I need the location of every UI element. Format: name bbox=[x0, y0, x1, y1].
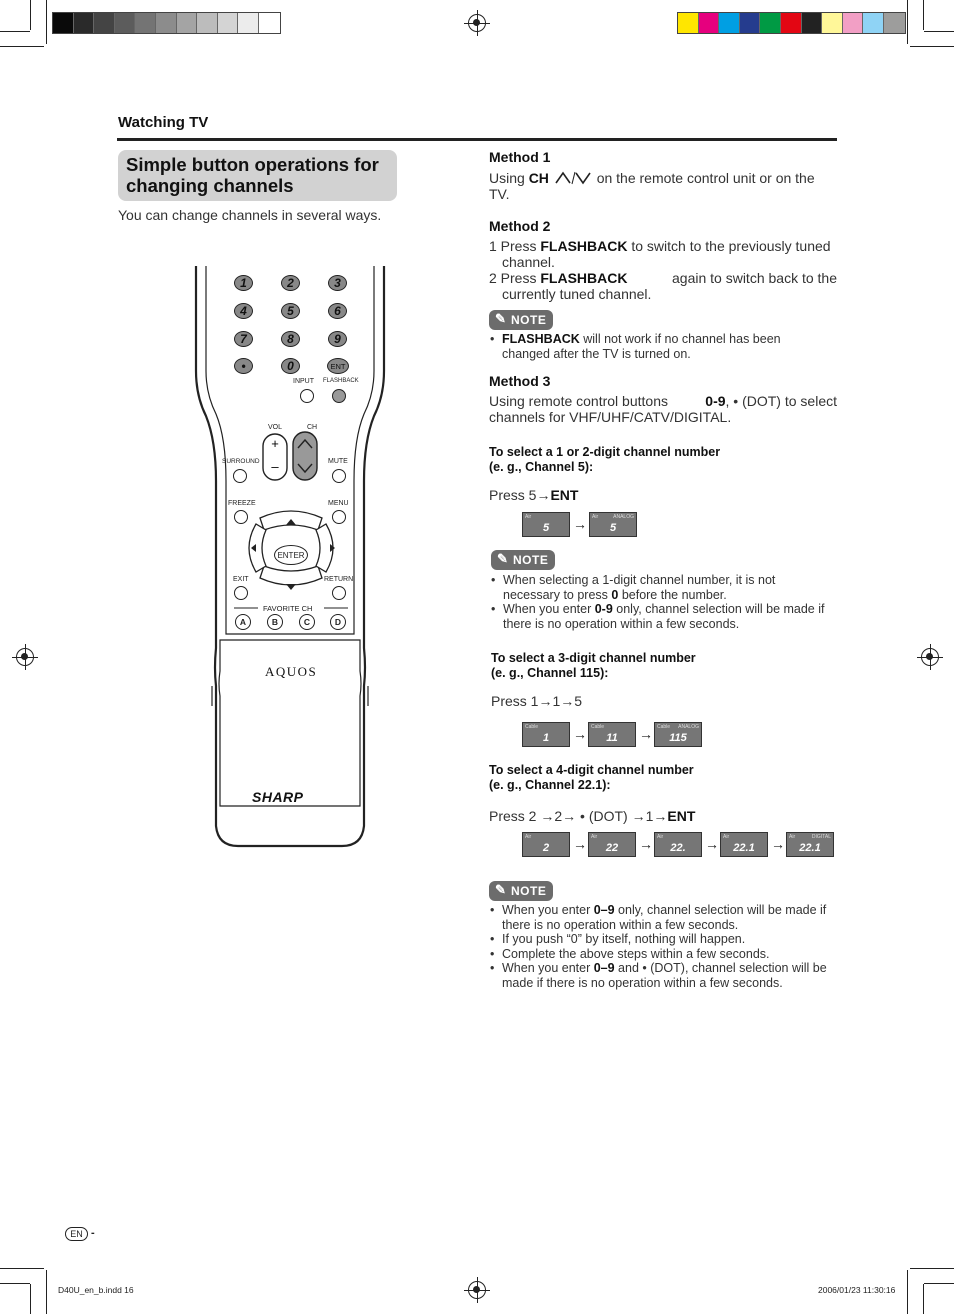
channel-osd-display bbox=[522, 722, 570, 747]
favorite-button-b[interactable]: B bbox=[267, 614, 283, 630]
section-rule bbox=[117, 138, 837, 141]
crop-mark-tr-h bbox=[924, 31, 954, 32]
return-button[interactable] bbox=[332, 586, 346, 600]
color-swatch bbox=[74, 13, 95, 33]
remote-key-4[interactable]: 4 bbox=[234, 303, 253, 319]
exit-button[interactable] bbox=[234, 586, 248, 600]
crop-mark-tl-h bbox=[0, 31, 30, 32]
remote-key-8[interactable]: 8 bbox=[281, 331, 300, 347]
channel-osd-display bbox=[522, 832, 570, 857]
note1-text: will not work if no channel has been bbox=[579, 332, 781, 346]
remote-key-dot[interactable]: • bbox=[234, 358, 253, 374]
color-swatch bbox=[259, 13, 280, 33]
color-swatch bbox=[760, 13, 781, 33]
color-swatch bbox=[156, 13, 177, 33]
remote-key-3[interactable]: 3 bbox=[328, 275, 347, 291]
menu-label: MENU bbox=[328, 500, 349, 507]
remote-key-2[interactable]: 2 bbox=[281, 275, 300, 291]
remote-key-0[interactable]: 0 bbox=[281, 358, 300, 374]
crop-mark-br-h2 bbox=[924, 1283, 954, 1284]
step1-number: 1 Press bbox=[489, 238, 541, 254]
sequence-arrow-icon: → bbox=[573, 836, 587, 852]
crop-mark-bl-h2 bbox=[0, 1283, 30, 1284]
note2-b1-a: When selecting a 1-digit channel number, it is not bbox=[503, 573, 776, 587]
step2-number: 2 Press bbox=[489, 270, 541, 286]
method1-heading: Method 1 bbox=[489, 149, 551, 165]
sequence-arrow-icon: → bbox=[573, 726, 587, 742]
note3-b1-a: When you enter bbox=[502, 903, 594, 917]
osd-mode-label: ANALOG bbox=[613, 514, 634, 520]
osd-mode-label: ANALOG bbox=[678, 724, 699, 730]
step2-key: FLASHBACK bbox=[540, 270, 628, 286]
remote-key-1[interactable]: 1 bbox=[234, 275, 253, 291]
note3-bullets bbox=[489, 903, 837, 990]
flashback-label: FLASHBACK bbox=[323, 378, 359, 384]
note3-bullet-1 bbox=[489, 903, 837, 932]
note2-bullet-2 bbox=[490, 602, 838, 631]
note2-bullet-1 bbox=[490, 573, 838, 602]
osd-channel-value: 2 bbox=[542, 842, 550, 854]
color-swatch bbox=[678, 13, 699, 33]
color-swatch bbox=[115, 13, 136, 33]
crop-mark-tr-h2 bbox=[910, 46, 954, 47]
note3-bullet-2: • If you push “0” by itself, nothing will happen. bbox=[489, 932, 837, 947]
note2-b2-key: 0-9 bbox=[594, 602, 613, 616]
color-swatch bbox=[884, 13, 905, 33]
channel-osd-display bbox=[589, 512, 637, 537]
channel-rocker[interactable] bbox=[293, 432, 317, 480]
surround-label: SURROUND bbox=[222, 458, 260, 465]
ex1-heading2: (e. g., Channel 5): bbox=[489, 460, 594, 474]
remote-key-5[interactable]: 5 bbox=[281, 303, 300, 319]
method3-line1-a: Using remote control buttons bbox=[489, 393, 668, 409]
ex1-press-text: Press 5→ bbox=[489, 487, 551, 503]
ex2-heading1: To select a 3-digit channel number bbox=[491, 651, 696, 665]
note2-b2-c: there is no operation within a few seconds. bbox=[503, 616, 740, 631]
intro-text: You can change channels in several ways. bbox=[118, 207, 382, 223]
method2-heading: Method 2 bbox=[489, 218, 551, 234]
osd-channel-value: 11 bbox=[606, 732, 618, 744]
dpad-left[interactable] bbox=[244, 530, 266, 570]
color-swatch bbox=[822, 13, 843, 33]
ex1-press-key: ENT bbox=[550, 487, 579, 503]
osd-input-label: Cable bbox=[657, 724, 671, 730]
ex3-heading bbox=[489, 763, 837, 793]
page-title bbox=[126, 154, 389, 196]
color-swatch bbox=[863, 13, 884, 33]
method1-text-a: Using bbox=[489, 170, 529, 186]
registration-mark-bottom bbox=[468, 1281, 486, 1299]
channel-osd-display bbox=[654, 832, 702, 857]
channel-osd-display bbox=[588, 832, 636, 857]
step2-text2: currently tuned channel. bbox=[502, 286, 652, 302]
crop-mark-tl-v bbox=[30, 0, 31, 30]
ex1-heading1: To select a 1 or 2-digit channel number bbox=[489, 445, 721, 459]
crop-mark-bl-v bbox=[46, 1270, 47, 1314]
method1-text-b: on the remote control unit or on the bbox=[592, 170, 815, 186]
note-badge-3: ✎ NOTE bbox=[489, 881, 553, 901]
color-swatch bbox=[781, 13, 802, 33]
ex3-press bbox=[489, 808, 837, 824]
osd-channel-value: 22. bbox=[670, 842, 686, 854]
ex1-press bbox=[489, 487, 837, 503]
note3-b4-a: When you enter bbox=[502, 961, 594, 975]
note2-b1-c: before the number. bbox=[618, 587, 727, 602]
volume-rocker[interactable] bbox=[263, 434, 287, 480]
channel-osd-display bbox=[786, 832, 834, 857]
osd-channel-value: 22.1 bbox=[799, 842, 821, 854]
channel-osd-display bbox=[654, 722, 702, 747]
note1-key: FLASHBACK bbox=[502, 332, 580, 346]
crop-mark-tl-v2 bbox=[46, 0, 47, 44]
method2-step2 bbox=[489, 270, 837, 302]
osd-input-label: Air bbox=[525, 514, 532, 520]
favorite-button-d[interactable]: D bbox=[330, 614, 346, 630]
osd-channel-value: 5 bbox=[542, 522, 550, 534]
osd-input-label: Air bbox=[657, 834, 664, 840]
note3-b1-b: only, channel selection will be made if bbox=[614, 903, 827, 917]
note2-b1-key: 0 bbox=[611, 587, 619, 602]
vol-label: VOL bbox=[268, 424, 283, 431]
enter-button[interactable] bbox=[274, 545, 308, 565]
note2-b2-a: When you enter bbox=[503, 602, 595, 616]
color-swatch bbox=[218, 13, 239, 33]
registration-mark-top bbox=[468, 14, 486, 32]
remote-key-7[interactable]: 7 bbox=[234, 331, 253, 347]
step2-text: again to switch back to the bbox=[672, 270, 837, 286]
note3-bullet-3: • Complete the above steps within a few seconds. bbox=[489, 947, 837, 962]
note2-bullets bbox=[490, 573, 838, 631]
crop-mark-br-v2 bbox=[923, 1284, 924, 1314]
crop-mark-bl-h bbox=[0, 1268, 44, 1269]
input-label: INPUT bbox=[293, 378, 314, 385]
page-title-line1: Simple button operations for bbox=[126, 154, 379, 175]
color-swatch bbox=[177, 13, 198, 33]
method1-text-c: TV. bbox=[489, 186, 510, 202]
mute-button[interactable] bbox=[332, 469, 346, 483]
registration-mark-left bbox=[16, 648, 34, 666]
enter-label: ENTER bbox=[277, 550, 305, 560]
note-badge-2: ✎ NOTE bbox=[491, 550, 555, 570]
osd-channel-value: 22.1 bbox=[733, 842, 755, 854]
method3-heading: Method 3 bbox=[489, 373, 551, 389]
osd-input-label: Cable bbox=[525, 724, 539, 730]
sharp-logo: SHARP bbox=[252, 789, 304, 805]
sequence-arrow-icon: → bbox=[771, 836, 785, 852]
note3-b1-c: there is no operation within a few seconds. bbox=[502, 917, 739, 932]
method1-ch: CH bbox=[528, 170, 549, 186]
crop-mark-br-h bbox=[910, 1268, 954, 1269]
crop-mark-tr-v bbox=[923, 0, 924, 30]
note3-b4-b: and • (DOT), channel selection will be bbox=[614, 961, 827, 975]
ex3-press-key: ENT bbox=[667, 808, 696, 824]
registration-mark-right bbox=[921, 648, 939, 666]
step1-text: to switch to the previously tuned bbox=[627, 238, 831, 254]
osd-mode-label: DIGITAL bbox=[811, 834, 831, 840]
favorite-button-c[interactable]: C bbox=[299, 614, 315, 630]
color-swatch bbox=[719, 13, 740, 33]
note3-b1-key: 0–9 bbox=[593, 903, 615, 917]
page-number-dash: - bbox=[91, 1227, 95, 1239]
osd-input-label: Air bbox=[723, 834, 730, 840]
section-label: Watching TV bbox=[118, 114, 209, 131]
crop-mark-tr-v2 bbox=[907, 0, 908, 44]
channel-osd-display bbox=[522, 512, 570, 537]
note2-b2-b: only, channel selection will be made if bbox=[612, 602, 825, 616]
sequence-arrow-icon: → bbox=[573, 516, 587, 532]
favorite-button-a[interactable]: A bbox=[235, 614, 251, 630]
footer-filename: D40U_en_b.indd 16 bbox=[58, 1285, 134, 1295]
crop-mark-br-v bbox=[907, 1270, 908, 1314]
ex2-press: Press 1→1→5 bbox=[491, 693, 583, 709]
color-swatch bbox=[238, 13, 259, 33]
osd-input-label: Cable bbox=[591, 724, 605, 730]
color-swatch bbox=[802, 13, 823, 33]
remote-key-9[interactable]: 9 bbox=[328, 331, 347, 347]
remote-key-ent[interactable]: ENT bbox=[327, 358, 349, 374]
exit-label: EXIT bbox=[233, 576, 249, 583]
freeze-button[interactable] bbox=[234, 510, 248, 524]
color-swatch bbox=[740, 13, 761, 33]
freeze-label: FREEZE bbox=[228, 500, 256, 507]
step1-text2: channel. bbox=[502, 254, 555, 270]
note3-b4-c: made if there is no operation within a few seconds. bbox=[502, 975, 783, 990]
osd-channel-value: 5 bbox=[609, 522, 617, 534]
ex2-heading2: (e. g., Channel 115): bbox=[491, 666, 609, 680]
aquos-logo: AQUOS bbox=[265, 664, 318, 679]
osd-input-label: Air bbox=[591, 834, 598, 840]
ch-label: CH bbox=[307, 424, 318, 431]
sequence-arrow-icon: → bbox=[705, 836, 719, 852]
svg-text:–: – bbox=[271, 459, 279, 474]
method3-text bbox=[489, 393, 837, 425]
crop-mark-tl-h2 bbox=[0, 46, 44, 47]
page-title-line2: changing channels bbox=[126, 175, 294, 196]
step1-key: FLASHBACK bbox=[540, 238, 628, 254]
note3-b4-key: 0–9 bbox=[593, 961, 615, 975]
note1-bullet bbox=[489, 332, 837, 361]
dpad-down[interactable] bbox=[262, 568, 320, 590]
color-swatch bbox=[197, 13, 218, 33]
flashback-button[interactable] bbox=[332, 389, 346, 403]
process-color-bar bbox=[677, 12, 906, 34]
footer-timestamp: 2006/01/23 11:30:16 bbox=[818, 1285, 896, 1295]
osd-input-label: Air bbox=[592, 514, 599, 520]
note3-bullet-4 bbox=[489, 961, 837, 990]
note2-b1-b: necessary to press bbox=[503, 587, 612, 602]
sequence-arrow-icon: → bbox=[639, 836, 653, 852]
grayscale-color-bar bbox=[52, 12, 281, 34]
method3-line1-b: , • (DOT) to select bbox=[725, 393, 837, 409]
channel-osd-display bbox=[588, 722, 636, 747]
surround-button[interactable] bbox=[233, 469, 247, 483]
sequence-arrow-icon: → bbox=[639, 726, 653, 742]
osd-input-label: Air bbox=[525, 834, 532, 840]
crop-mark-bl-v2 bbox=[30, 1284, 31, 1314]
color-swatch bbox=[699, 13, 720, 33]
method3-key: 0-9 bbox=[705, 393, 726, 409]
method1-text bbox=[489, 170, 837, 202]
page-title-box bbox=[118, 150, 397, 201]
ex1-heading bbox=[489, 445, 837, 475]
osd-channel-value: 1 bbox=[542, 732, 550, 744]
note-badge-1: ✎ NOTE bbox=[489, 310, 553, 330]
osd-channel-value: 22 bbox=[605, 842, 619, 854]
color-swatch bbox=[135, 13, 156, 33]
ex3-heading2: (e. g., Channel 22.1): bbox=[489, 778, 611, 792]
mute-label: MUTE bbox=[328, 458, 348, 465]
note1-text2: changed after the TV is turned on. bbox=[502, 346, 691, 361]
menu-button[interactable] bbox=[332, 510, 346, 524]
ch-up-down-icon bbox=[553, 170, 593, 186]
dpad-right[interactable] bbox=[318, 530, 340, 570]
ex3-press-text: Press 2 →2→ • (DOT) →1→ bbox=[489, 808, 668, 824]
color-swatch bbox=[53, 13, 74, 33]
method3-line2: channels for VHF/UHF/CATV/DIGITAL. bbox=[489, 409, 732, 425]
method2-step1 bbox=[489, 238, 837, 270]
color-swatch bbox=[843, 13, 864, 33]
favorite-ch-label: FAVORITE CH bbox=[263, 604, 313, 613]
remote-key-6[interactable]: 6 bbox=[328, 303, 347, 319]
color-swatch bbox=[94, 13, 115, 33]
ex3-heading1: To select a 4-digit channel number bbox=[489, 763, 694, 777]
svg-text:+: + bbox=[271, 436, 279, 451]
osd-input-label: Air bbox=[789, 834, 796, 840]
return-label: RETURN bbox=[324, 576, 354, 583]
channel-osd-display bbox=[720, 832, 768, 857]
input-button[interactable] bbox=[300, 389, 314, 403]
dpad-up[interactable] bbox=[262, 508, 320, 530]
osd-channel-value: 115 bbox=[669, 732, 687, 744]
language-badge: EN bbox=[65, 1227, 88, 1241]
ex2-heading bbox=[491, 651, 839, 681]
